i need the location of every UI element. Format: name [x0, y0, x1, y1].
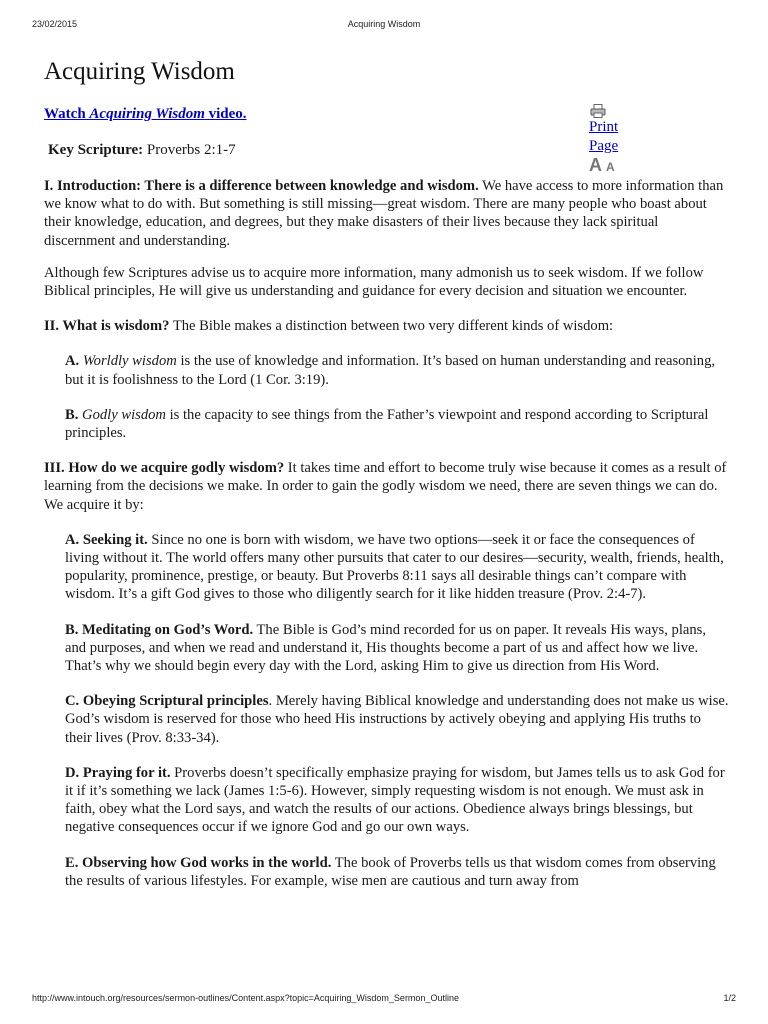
- item-heading: E. Observing how God works in the world.: [65, 854, 332, 871]
- watch-video-link[interactable]: [44, 106, 247, 123]
- page-tools: [589, 104, 649, 175]
- print-url: http://www.intouch.org/resources/sermon-outlines/Content.aspx?topic=Acquiring_Wisdom_Sermon_Outline: [32, 993, 459, 1003]
- print-date: 23/02/2015: [32, 19, 78, 29]
- item-body: Proverbs doesn’t specifically emphasize praying for wisdom, but James tells us to ask God for it if it’s something we lack (James 1:5-6). However, simply requesting wisdom is not enough. We must ask in faith, obey what the Lord says, and watch the results of our actions. Obedience always brings blessings, but negative consequences occur if we ignore God and go our own ways.: [65, 764, 725, 836]
- outline-item-praying: [65, 764, 729, 837]
- intro-heading: I. Introduction: There is a difference between knowledge and wisdom.: [44, 178, 479, 194]
- item-term: Godly wisdom: [82, 406, 166, 423]
- item-body: is the use of knowledge and information. It’s based on human understanding and reasoning, but it is foolishness to the Lord (1 Cor. 3:19).: [65, 353, 716, 388]
- item-heading: C. Obeying Scriptural principles: [65, 693, 269, 710]
- printer-icon[interactable]: [590, 104, 606, 118]
- item-body: is the capacity to see things from the Father’s viewpoint and respond according to Scriptural principles.: [65, 406, 709, 442]
- font-increase-button[interactable]: A: [589, 155, 602, 175]
- watch-suffix: video.: [204, 106, 247, 122]
- paragraph-2: Although few Scriptures advise us to acquire more information, many admonish us to seek wisdom. If we follow Biblical principles, He will give us understanding and guidance for every decision and situation we encounter.: [44, 264, 704, 300]
- key-scripture-label: Key Scripture:: [48, 142, 144, 158]
- sermon-outline: [44, 177, 729, 907]
- outline-item-meditating: [65, 621, 729, 676]
- item-body: The book of Proverbs tells us that wisdom comes from observing the results of various lifestyles. For example, wise men are cautious and turn away from: [65, 854, 716, 889]
- key-scripture: [48, 142, 236, 159]
- what-heading-paragraph: [44, 317, 729, 335]
- item-heading: D. Praying for it.: [65, 764, 171, 781]
- item-heading: B. Meditating on God’s Word.: [65, 621, 254, 638]
- outline-item-obeying: [65, 692, 729, 747]
- font-decrease-button[interactable]: A: [606, 160, 615, 174]
- watch-title: Acquiring Wisdom: [89, 106, 205, 122]
- print-label: Print: [589, 119, 619, 135]
- worldly-wisdom-item: [65, 352, 729, 388]
- what-heading: II. What is wisdom?: [44, 318, 170, 335]
- print-title: Acquiring Wisdom: [347, 19, 421, 29]
- godly-wisdom-item: [65, 406, 729, 442]
- what-body: The Bible makes a distinction between two very different kinds of wisdom:: [169, 318, 614, 335]
- font-size-controls: [589, 157, 649, 175]
- item-body: . Merely having Biblical knowledge and understanding does not make us wise. God’s wisdom is reserved for those who heed His instructions by actively obeying and applying His truths to their lives (Prov. 8:33-34).: [65, 693, 729, 746]
- how-heading: III. How do we acquire godly wisdom?: [44, 460, 285, 477]
- page-title: Acquiring Wisdom: [44, 58, 235, 85]
- how-body: It takes time and effort to become truly wise because it comes as a result of learning from the decisions we make. In order to gain the godly wisdom we need, there are seven things we can do. We acquire it by:: [44, 460, 727, 513]
- intro-paragraph: [44, 177, 729, 250]
- item-term: Worldly wisdom: [82, 353, 177, 370]
- item-body: Since no one is born with wisdom, we have two options—seek it or face the consequences of living without it. The world offers many other pursuits that cater to our desires—security, wealth, friends, health, popularity, prominence, prestige, or beauty. But Proverbs 8:11 says all desirable things can’t compare with wisdom. It’s a gift God gives to those who diligently search for it like hidden treasure (Prov. 2:4-7).: [65, 531, 724, 603]
- watch-prefix: Watch: [44, 106, 90, 122]
- print-page-link[interactable]: [589, 118, 649, 156]
- outline-item-observing: [65, 854, 729, 890]
- item-body: The Bible is God’s mind recorded for us on paper. It reveals His ways, plans, and purposes, and when we read and understand it, His thoughts become a part of us and affect how we live. That’s why we should begin every day with the Lord, asking Him to give us direction from His Word.: [65, 621, 706, 675]
- outline-item-seeking: [65, 531, 729, 604]
- page-label: Page: [589, 138, 619, 154]
- item-heading: A. Seeking it.: [65, 531, 148, 548]
- item-label: A.: [65, 353, 80, 370]
- how-heading-paragraph: [44, 459, 729, 514]
- intro-body: We have access to more information than we know what to do with. But something is still missing—great wisdom. There are many people who boast about their knowledge, education, and degrees, but they make disasters of their lives because they lack spiritual discernment and understanding.: [44, 178, 724, 249]
- page-number: 1/2: [723, 993, 736, 1003]
- item-label: B.: [65, 406, 79, 423]
- key-scripture-ref: Proverbs 2:1-7: [143, 142, 236, 158]
